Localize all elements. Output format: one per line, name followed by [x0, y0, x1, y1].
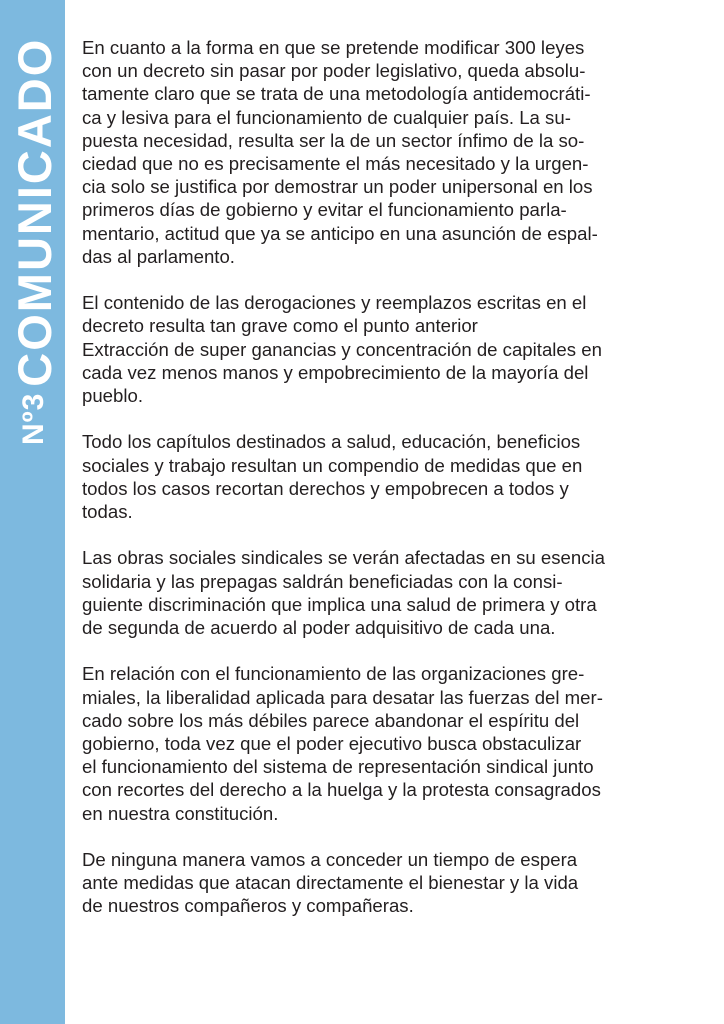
communique-heading: COMUNICADO — [7, 37, 61, 387]
paragraph-2: El contenido de las derogaciones y reemplazos escritas en el decreto resulta tan grave como el punto anterior Extracción de super ganancias y concentración de capitales en cada vez menos manos y empobrecimiento de la mayoría del pueblo. — [82, 292, 602, 407]
document-body — [82, 36, 694, 941]
communique-number: Nº3 — [17, 392, 50, 445]
paragraph-6: De ninguna manera vamos a conceder un tiempo de espera ante medidas que atacan directamente el bienestar y la vida de nuestros compañeros y compañeras. — [82, 849, 579, 917]
paragraph-1: En cuanto a la forma en que se pretende modificar 300 leyes con un decreto sin pasar por poder legislativo, queda absolu- tamente claro que se trata de una metodología antidemocráti- ca y lesiva para el funcionamiento de cualquier país. La su- puesta necesidad, resulta ser la de un sector ínfimo de la so- ciedad que no es precisamente el más necesitado y la urgen- cia solo se justifica por demostrar un poder unipersonal en los primeros días de gobierno y evitar el funcionamiento parla- mentario, actitud que ya se anticipo en una asunción de espal- das al parlamento. — [82, 37, 598, 267]
paragraph-5: En relación con el funcionamiento de las organizaciones gre- miales, la liberalidad aplicada para desatar las fuerzas del mer- cado sobre los más débiles parece abandonar el espíritu del gobierno, toda vez que el poder ejecutivo busca obstaculizar el funcionamiento del sistema de representación sindical junto con recortes del derecho a la huelga y la protesta consagrados en nuestra constitución. — [82, 663, 603, 824]
sidebar-title — [8, 15, 60, 445]
paragraph-4: Las obras sociales sindicales se verán afectadas en su esencia solidaria y las prepagas saldrán beneficiadas con la consi- guiente discriminación que implica una salud de primera y otra de segunda de acuerdo al poder adquisitivo de cada una. — [82, 547, 605, 639]
paragraph-3: Todo los capítulos destinados a salud, educación, beneficios sociales y trabajo resultan un compendio de medidas que en todos los casos recortan derechos y empobrecen a todos y todas. — [82, 431, 583, 523]
